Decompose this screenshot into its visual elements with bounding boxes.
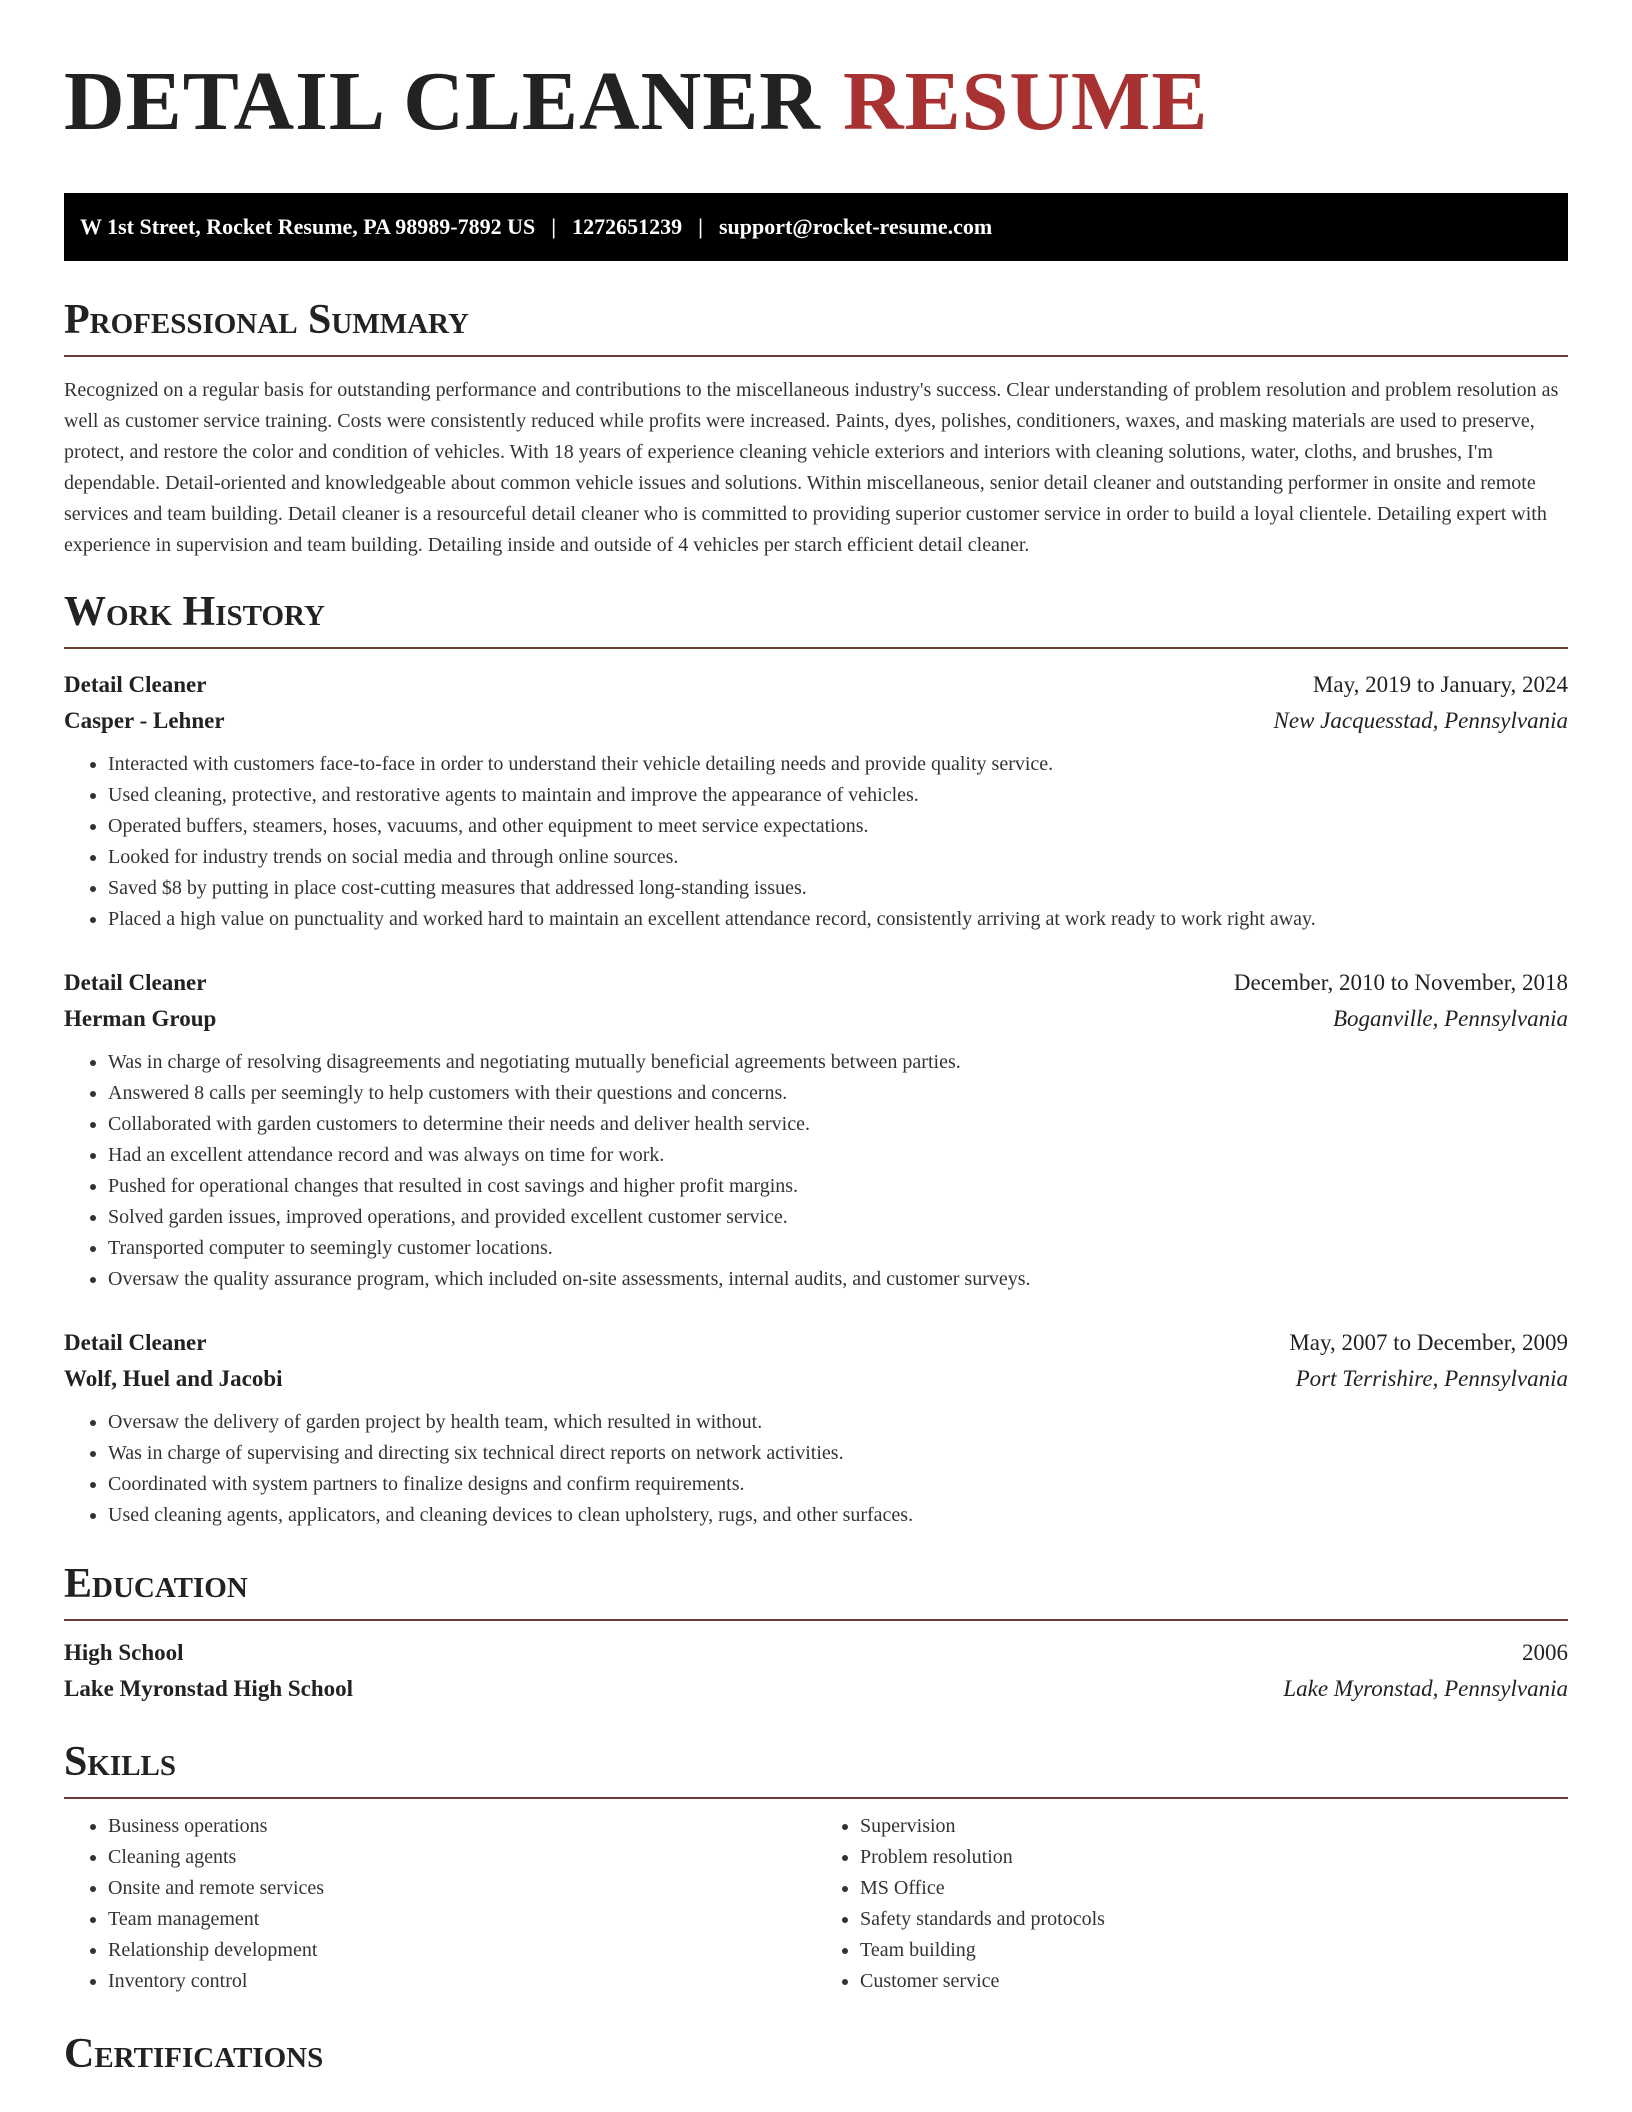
job-location: New Jacquesstad, Pennsylvania — [1273, 707, 1568, 733]
job-bullet: • Transported computer to seemingly customer locations. — [108, 1233, 1568, 1264]
skill-item: • Relationship development — [108, 1935, 816, 1966]
skill-item: • Business operations — [108, 1811, 816, 1842]
contact-bar — [64, 193, 1568, 261]
skill-item: • Customer service — [860, 1966, 1568, 1997]
title-main: DETAIL CLEANER — [64, 55, 821, 148]
skill-item: • Problem resolution — [860, 1842, 1568, 1873]
job-bullet: • Oversaw the quality assurance program, which included on-site assessments, internal audits, and customer surveys. — [108, 1264, 1568, 1295]
job-bullets — [64, 1047, 1568, 1295]
section-heading-summary: Professional Summary — [64, 296, 469, 343]
contact-address: W 1st Street, Rocket Resume, PA 98989-7892 US — [80, 213, 536, 239]
job-company: Herman Group — [64, 1005, 217, 1031]
contact-separator: | — [551, 213, 557, 239]
job-bullet: • Collaborated with garden customers to determine their needs and deliver health service. — [108, 1109, 1568, 1140]
contact-separator: | — [698, 213, 703, 239]
skills-list-left — [64, 1811, 816, 1997]
job-company: Wolf, Huel and Jacobi — [64, 1365, 283, 1391]
section-divider — [64, 1619, 1568, 1621]
skill-item: • Onsite and remote services — [108, 1873, 816, 1904]
education-degree: High School — [64, 1639, 184, 1665]
job-title: Detail Cleaner — [64, 969, 207, 995]
contact-phone: 1272651239 — [572, 213, 683, 239]
job-bullets — [64, 749, 1568, 935]
job-bullet: • Used cleaning agents, applicators, and cleaning devices to clean upholstery, rugs, and other surfaces. — [108, 1500, 1568, 1531]
resume-title — [64, 52, 1568, 153]
section-divider — [64, 355, 1568, 357]
job-bullet: • Solved garden issues, improved operations, and provided excellent customer service. — [108, 1202, 1568, 1233]
skill-item: • Cleaning agents — [108, 1842, 816, 1873]
education-year: 2006 — [1522, 1639, 1568, 1665]
job-list — [64, 667, 1568, 1531]
education-location: Lake Myronstad, Pennsylvania — [1283, 1675, 1568, 1701]
job-bullet: • Coordinated with system partners to finalize designs and confirm requirements. — [108, 1469, 1568, 1500]
section-heading-skills: Skills — [64, 1738, 177, 1785]
education-section — [64, 1560, 1568, 1707]
skill-item: • Inventory control — [108, 1966, 816, 1997]
section-divider — [64, 1797, 1568, 1799]
section-heading-work: Work History — [64, 588, 325, 635]
skill-item: • Team management — [108, 1904, 816, 1935]
skills-list-right — [816, 1811, 1568, 1997]
job-bullet: • Placed a high value on punctuality and worked hard to maintain an excellent attendance record, consistently arriving at work ready to work right away. — [108, 904, 1568, 935]
certifications-section — [64, 2030, 1568, 2077]
section-heading-certifications: Certifications — [64, 2030, 324, 2077]
skill-item: • Supervision — [860, 1811, 1568, 1842]
section-divider — [64, 647, 1568, 649]
job-dates: May, 2007 to December, 2009 — [1289, 1329, 1568, 1355]
title-accent: RESUME — [842, 55, 1209, 148]
job-bullet: • Was in charge of supervising and directing six technical direct reports on network activities. — [108, 1438, 1568, 1469]
job-bullet: • Pushed for operational changes that resulted in cost savings and higher profit margins. — [108, 1171, 1568, 1202]
job-title: Detail Cleaner — [64, 671, 207, 697]
skills-columns — [64, 1811, 1568, 1997]
job-dates: December, 2010 to November, 2018 — [1233, 969, 1568, 995]
job-entry — [64, 1325, 1568, 1531]
job-dates: May, 2019 to January, 2024 — [1312, 671, 1568, 697]
job-bullet: • Looked for industry trends on social media and through online sources. — [108, 842, 1568, 873]
section-heading-education: Education — [64, 1560, 248, 1607]
job-bullet: • Oversaw the delivery of garden project by health team, which resulted in without. — [108, 1407, 1568, 1438]
job-bullet: • Interacted with customers face-to-face in order to understand their vehicle detailing needs and provide quality service. — [108, 749, 1568, 780]
job-bullets — [64, 1407, 1568, 1531]
summary-text: Recognized on a regular basis for outstanding performance and contributions to the miscellaneous industry's success. Clear understanding of problem resolution and problem resolution as well as customer service training. Costs were consistently reduced while profits were increased. Paints, dyes, polishes, conditioners, waxes, and masking materials are used to preserve, protect, and restore the color and condition of vehicles. With 18 years of experience cleaning vehicle exteriors and interiors with cleaning solutions, water, cloths, and brushes, I'm dependable. Detail-oriented and knowledgeable about common vehicle issues and solutions. Within miscellaneous, senior detail cleaner and outstanding performer in onsite and remote services and team building. Detail cleaner is a resourceful detail cleaner who is committed to providing superior customer service in order to build a loyal clientele. Detailing expert with experience in supervision and team building. Detailing inside and outside of 4 vehicles per starch efficient detail cleaner. — [64, 378, 1559, 556]
job-location: Boganville, Pennsylvania — [1332, 1005, 1568, 1031]
job-bullet: • Was in charge of resolving disagreements and negotiating mutually beneficial agreements between parties. — [108, 1047, 1568, 1078]
education-school: Lake Myronstad High School — [64, 1675, 354, 1701]
job-bullet: • Answered 8 calls per seemingly to help customers with their questions and concerns. — [108, 1078, 1568, 1109]
summary-section — [64, 296, 1568, 561]
contact-email: support@rocket-resume.com — [718, 213, 993, 239]
skill-item: • MS Office — [860, 1873, 1568, 1904]
job-location: Port Terrishire, Pennsylvania — [1295, 1365, 1568, 1391]
skills-section — [64, 1738, 1568, 1997]
work-history-section — [64, 588, 1568, 1531]
job-entry — [64, 667, 1568, 935]
job-bullet: • Operated buffers, steamers, hoses, vacuums, and other equipment to meet service expectations. — [108, 811, 1568, 842]
education-entry — [64, 1635, 1568, 1707]
skill-item: • Team building — [860, 1935, 1568, 1966]
job-title: Detail Cleaner — [64, 1329, 207, 1355]
skill-item: • Safety standards and protocols — [860, 1904, 1568, 1935]
job-bullet: • Used cleaning, protective, and restorative agents to maintain and improve the appearance of vehicles. — [108, 780, 1568, 811]
job-entry — [64, 965, 1568, 1295]
job-company: Casper - Lehner — [64, 707, 225, 733]
job-bullet: • Had an excellent attendance record and was always on time for work. — [108, 1140, 1568, 1171]
job-bullet: • Saved $8 by putting in place cost-cutting measures that addressed long-standing issues. — [108, 873, 1568, 904]
